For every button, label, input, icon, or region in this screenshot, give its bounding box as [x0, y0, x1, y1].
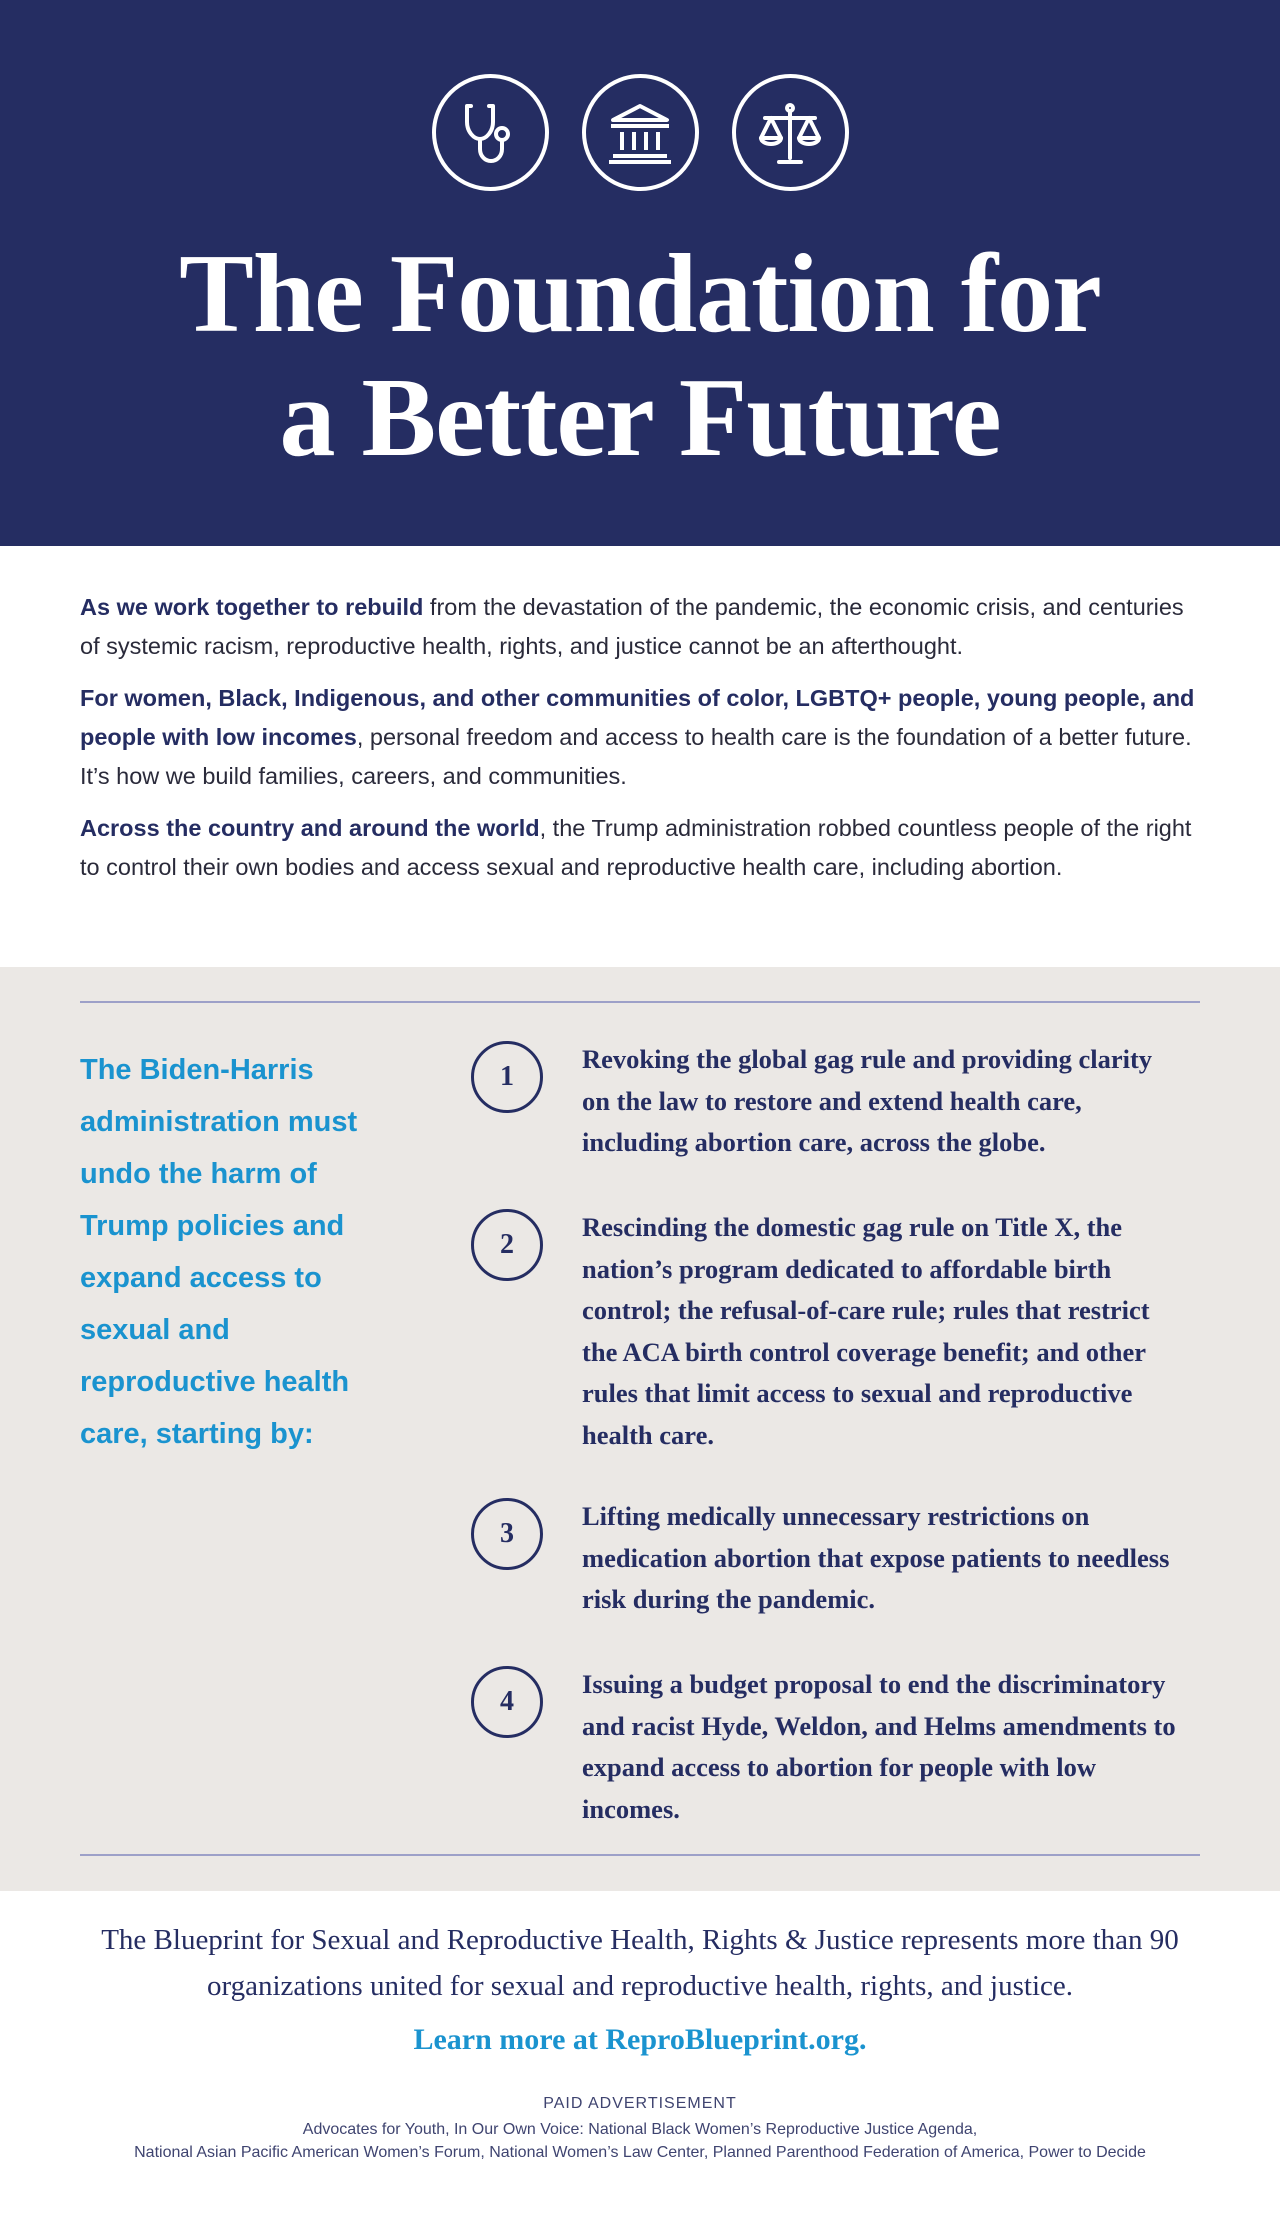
action-text-4: Issuing a budget proposal to end the discriminatory and racist Hyde, Weldon, and Helms amendments to expand access to abortion for people with low incomes.: [582, 1669, 1176, 1824]
intro-text-3: , the Trump administration robbed countless people of the right to control their own bodies and access sexual and reproductive health care, including abortion.: [80, 815, 1192, 880]
intro-lead-2: For women, Black, Indigenous, and other communities of color, LGBTQ+ people, young people, and people with low incomes: [80, 685, 1195, 750]
sponsor-list: [0, 2118, 1280, 2164]
learn-more-link[interactable]: Learn more at ReproBlueprint.org.: [413, 2023, 867, 2056]
intro-paragraph-1: [80, 588, 1205, 666]
hero-banner: [0, 0, 1280, 546]
page-title: [0, 232, 1280, 480]
action-text-2: Rescinding the domestic gag rule on Title X, the nation’s program dedicated to affordable birth control; the refusal-of-care rule; rules that restrict the ACA birth control coverage benefit; and other rules that limit access to sexual and reproductive health care.: [582, 1212, 1150, 1450]
footer: [0, 1891, 1280, 2240]
sponsor-line-2: National Asian Pacific American Women’s Forum, National Women’s Law Center, Planned Parenthood Federation of America, Power to Decide: [134, 2144, 1146, 2161]
capitol-building-icon: [582, 74, 699, 191]
callout-text: The Biden-Harris administration must undo the harm of Trump policies and expand access to sexual and reproductive health care, starting by:: [80, 1054, 358, 1450]
number-badge-1: 1: [471, 1041, 543, 1113]
number-badge-2: 2: [471, 1209, 543, 1281]
actions-section: [0, 967, 1280, 1891]
intro-text-1: from the devastation of the pandemic, the economic crisis, and centuries of systemic racism, reproductive health, rights, and justice cannot be an afterthought.: [80, 594, 1184, 659]
paid-advertisement-label: PAID ADVERTISEMENT: [543, 2095, 737, 2112]
scales-of-justice-icon: [732, 74, 849, 191]
stethoscope-icon: [432, 74, 549, 191]
bottom-divider: [80, 1854, 1200, 1856]
top-divider: [80, 1001, 1200, 1003]
icon-row: [0, 74, 1280, 191]
intro-lead-3: Across the country and around the world: [80, 815, 540, 841]
sponsor-line-1: Advocates for Youth, In Our Own Voice: National Black Women’s Reproductive Justice Agenda,: [302, 2121, 978, 2138]
action-text-1: Revoking the global gag rule and providing clarity on the law to restore and extend health care, including abortion care, across the globe.: [582, 1044, 1153, 1157]
action-text-3: Lifting medically unnecessary restrictions on medication abortion that expose patients to needless risk during the pandemic.: [582, 1501, 1170, 1614]
title-line-1: The Foundation for: [179, 232, 1101, 356]
intro-paragraph-3: [80, 809, 1205, 887]
number-badge-4: 4: [471, 1666, 543, 1738]
intro-section: [80, 588, 1205, 900]
number-badge-3: 3: [471, 1498, 543, 1570]
intro-text-2: , personal freedom and access to health care is the foundation of a better future. It’s how we build families, careers, and communities.: [80, 724, 1192, 789]
footer-description: The Blueprint for Sexual and Reproductive Health, Rights & Justice represents more than 90 organizations united for sexual and reproductive health, rights, and justice.: [101, 1924, 1179, 2002]
intro-paragraph-2: [80, 679, 1205, 796]
intro-lead-1: As we work together to rebuild: [80, 594, 424, 620]
title-line-2: a Better Future: [279, 356, 1001, 480]
